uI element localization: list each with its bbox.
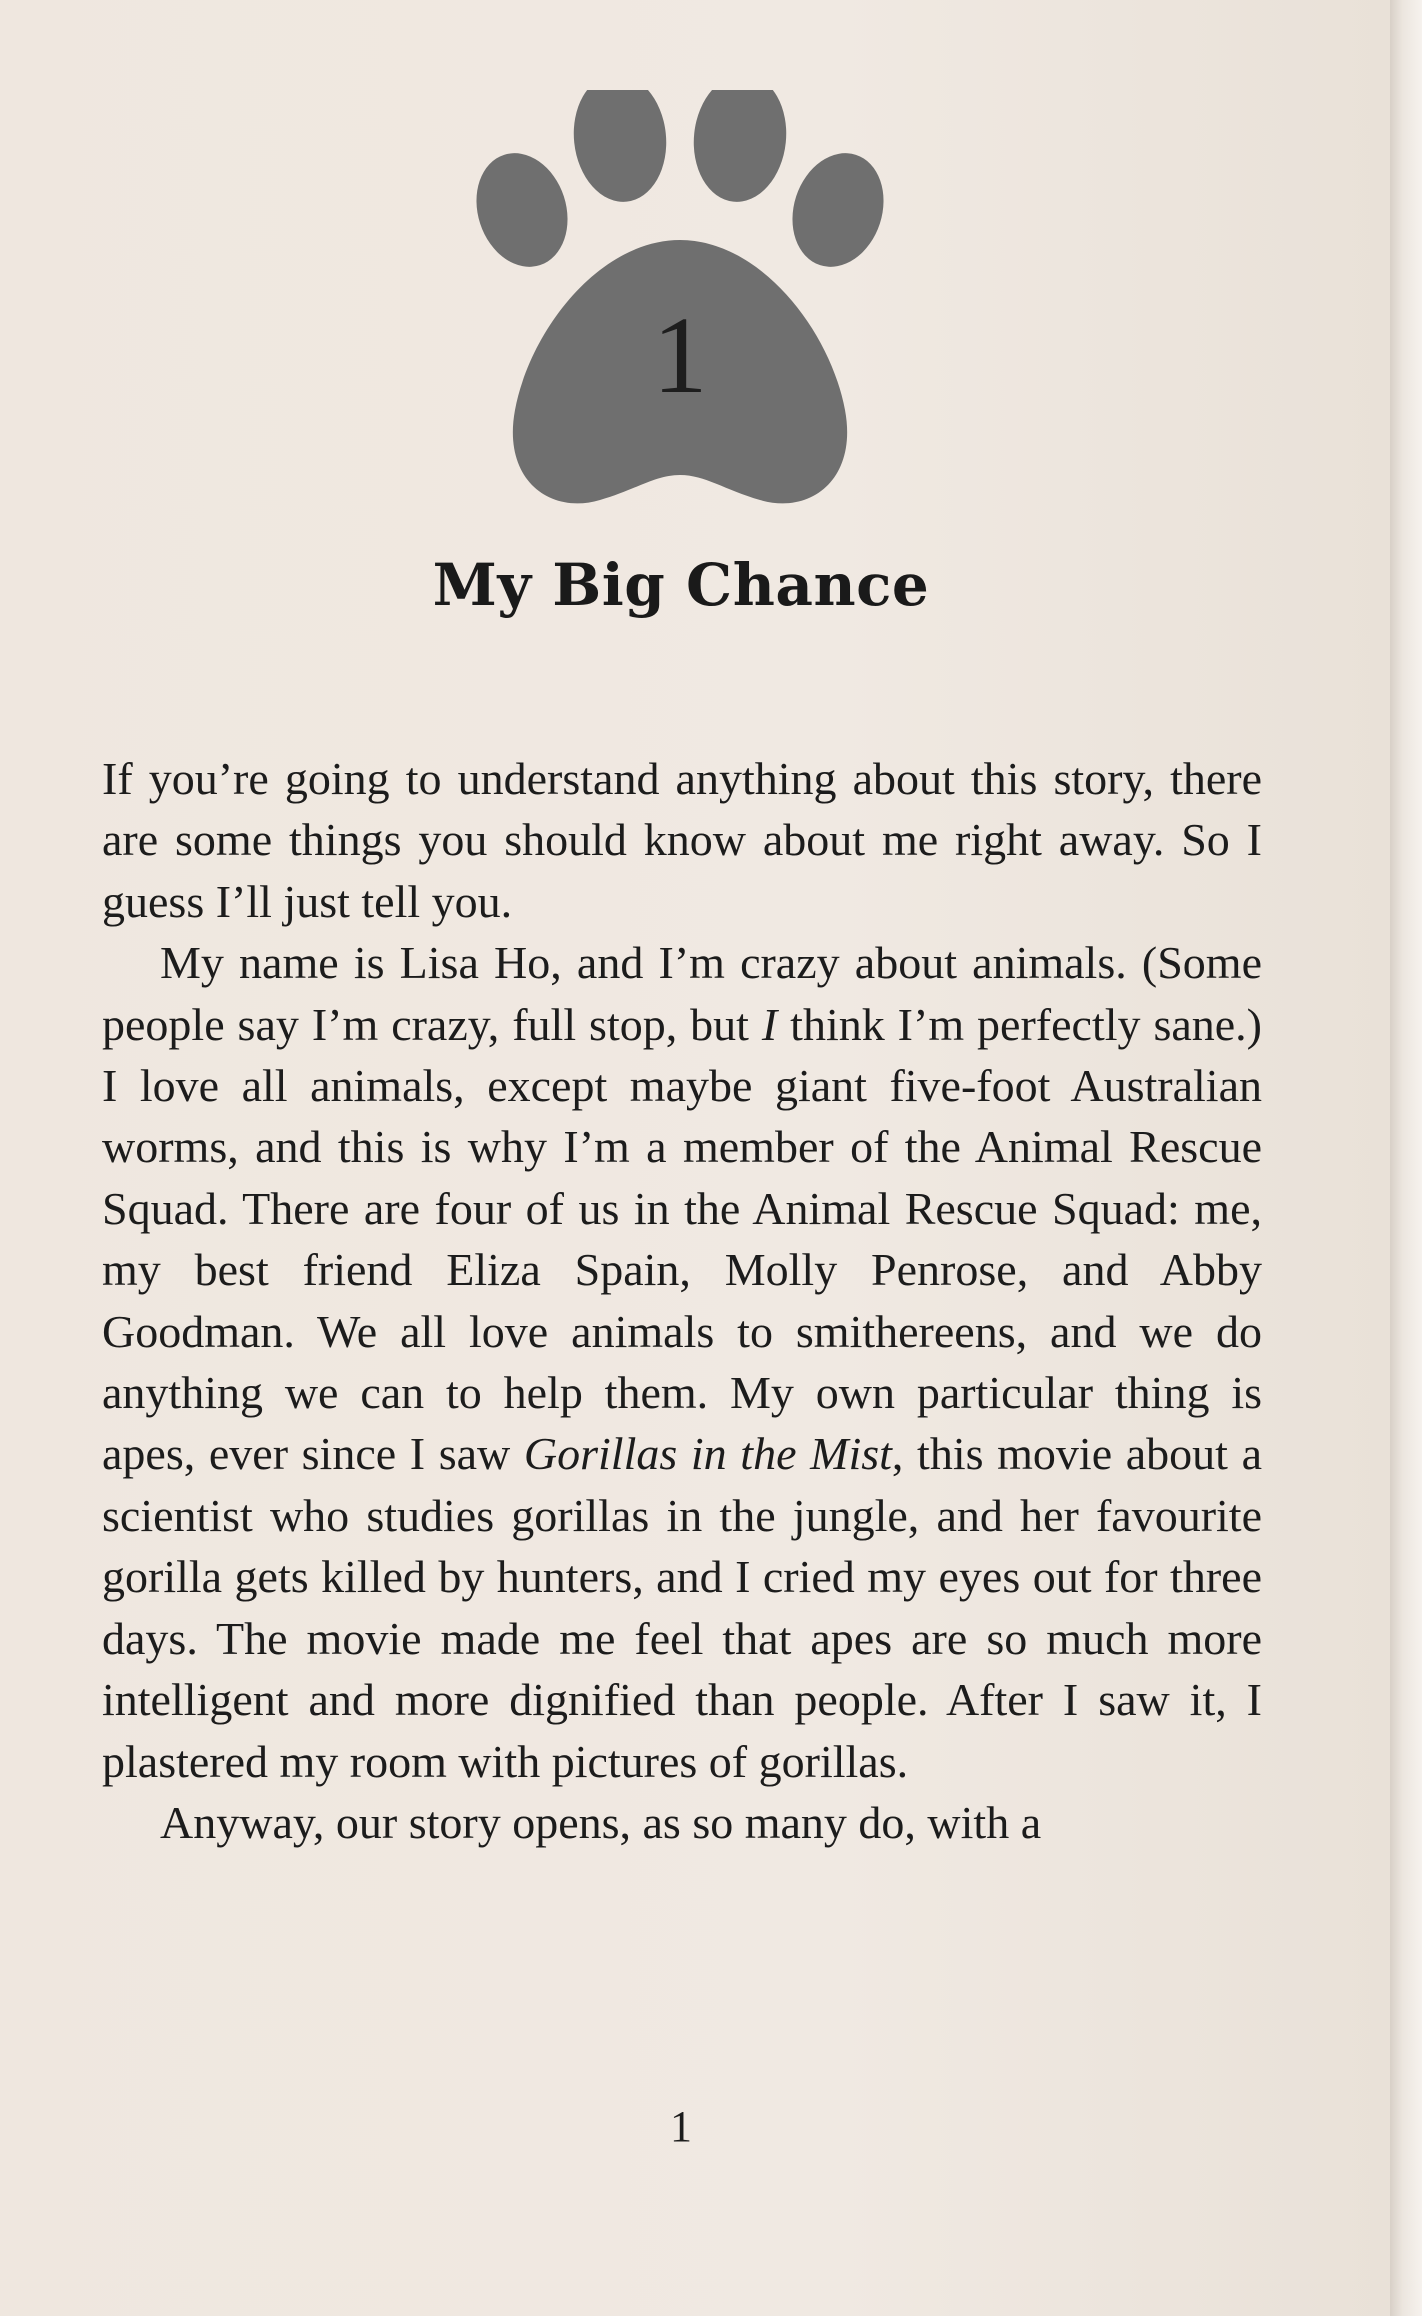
paragraph-1: If you’re going to understand anything about this story, there are some things you should know about me right away. So I guess I’ll just tell you. bbox=[102, 753, 1262, 927]
paragraph-3: Anyway, our story opens, as so many do, with a bbox=[160, 1796, 1042, 1848]
paragraph-2 bbox=[102, 932, 1262, 1792]
emphasis-i: I bbox=[761, 998, 778, 1050]
page-number: 1 bbox=[670, 2102, 692, 2151]
chapter-number: 1 bbox=[652, 294, 708, 416]
page-edge bbox=[1390, 0, 1422, 2316]
chapter-title: My Big Chance bbox=[432, 551, 930, 619]
paragraph-2-text-b: think I’m perfectly sane.) I love all animals, except maybe giant five-foot Australian worms, and this is why I’m a member of the Animal Rescue Squad. There are four of us in the Animal Rescue Squad: me, my best friend Eliza Spain, Molly Penrose, and Abby Goodman. We all love animals to smithereens, and we do anything we can to help them. My own particular thing is apes, ever since I saw bbox=[102, 998, 1262, 1480]
paragraph-2-text-c: , this movie about a scientist who studies gorillas in the jungle, and her favourite gorilla gets killed by hunters, and I cried my eyes out for three days. The movie made me feel that apes are so much more intelligent and more dignified than people. After I saw it, I plastered my room with pictures of gorillas. bbox=[102, 1428, 1262, 1787]
movie-title-emphasis: Gorillas in the Mist bbox=[523, 1428, 892, 1480]
chapter-body bbox=[102, 748, 1262, 1853]
paragraph-2-text-a: My name is Lisa Ho, and I’m crazy about animals. (Some people say I’m crazy, full stop, but bbox=[102, 937, 1262, 1050]
